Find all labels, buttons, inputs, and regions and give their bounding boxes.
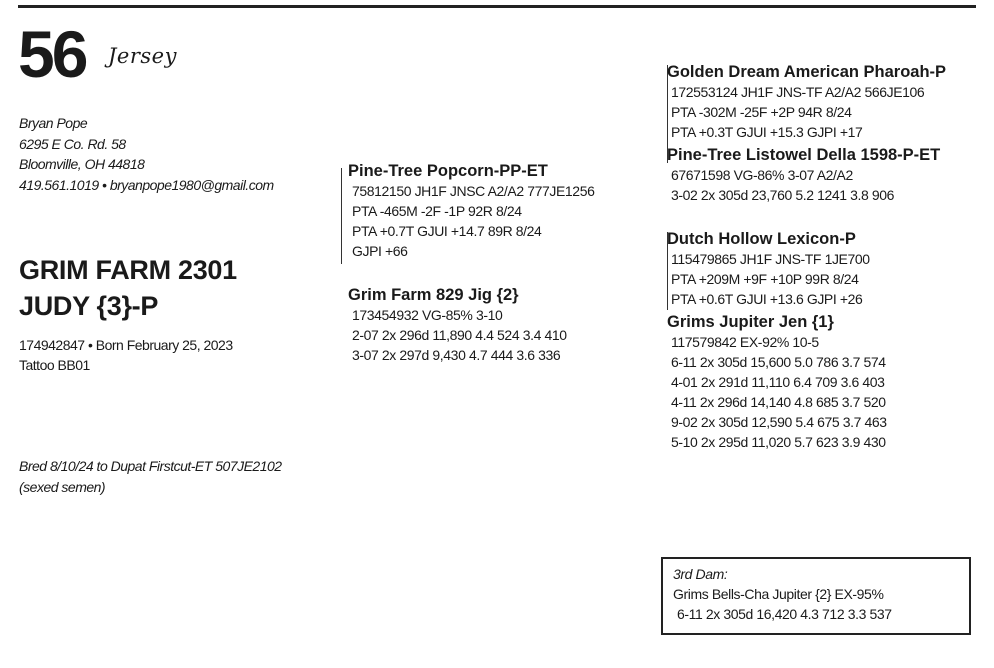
dam-line: 3-07 2x 297d 9,430 4.7 444 3.6 336 <box>352 347 561 363</box>
animal-name <box>19 252 237 324</box>
sire-line: GJPI +66 <box>352 243 408 259</box>
sire-dam-name: Pine-Tree Listowel Della 1598-P-ET <box>667 146 941 164</box>
dam-sire-name: Dutch Hollow Lexicon-P <box>667 230 856 248</box>
consignor-block <box>19 113 274 195</box>
animal-info <box>19 335 233 375</box>
animal-tattoo: Tattoo BB01 <box>19 357 90 373</box>
consignor-contact: 419.561.1019 • bryanpope1980@gmail.com <box>19 176 274 193</box>
lot-number: 56 <box>18 17 86 91</box>
sire-line: PTA +0.7T GJUI +14.7 89R 8/24 <box>352 223 542 239</box>
sire-block <box>348 161 594 261</box>
dam-sire-block <box>667 229 870 309</box>
sire-dam-line: 67671598 VG-86% 3-07 A2/A2 <box>671 167 853 183</box>
third-dam-box <box>661 557 971 635</box>
sire-sire-line: PTA -302M -25F +2P 94R 8/24 <box>671 104 852 120</box>
sire-sire-line: PTA +0.3T GJUI +15.3 GJPI +17 <box>671 124 863 140</box>
sire-dam-line: 3-02 2x 305d 23,760 5.2 1241 3.8 906 <box>671 187 895 203</box>
sire-sire-line: 172553124 JH1F JNS-TF A2/A2 566JE106 <box>671 84 925 100</box>
sire-dam-block <box>667 145 940 205</box>
dam-dam-line: 4-01 2x 291d 11,110 6.4 709 3.6 403 <box>671 374 885 390</box>
dam-name: Grim Farm 829 Jig {2} <box>348 286 519 304</box>
dam-line: 2-07 2x 296d 11,890 4.4 524 3.4 410 <box>352 327 567 343</box>
bred-info <box>19 456 282 497</box>
dam-dam-line: 5-10 2x 295d 11,020 5.7 623 3.9 430 <box>671 434 886 450</box>
bred-line2: (sexed semen) <box>19 478 106 495</box>
third-dam-record: 6-11 2x 305d 16,420 4.3 712 3.3 537 <box>677 606 892 622</box>
dam-sire-line: PTA +209M +9F +10P 99R 8/24 <box>671 271 859 287</box>
dam-block <box>348 285 567 365</box>
bred-line1: Bred 8/10/24 to Dupat Firstcut-ET 507JE2102 <box>19 458 282 474</box>
sire-sire-name: Golden Dream American Pharoah-P <box>667 63 947 81</box>
dam-dam-line: 9-02 2x 305d 12,590 5.4 675 3.7 463 <box>671 414 887 430</box>
top-rule <box>18 5 976 8</box>
third-dam-label: 3rd Dam: <box>673 566 728 582</box>
dam-line: 173454932 VG-85% 3-10 <box>352 307 503 323</box>
sire-sire-block <box>667 62 946 142</box>
dam-sire-line: 115479865 JH1F JNS-TF 1JE700 <box>671 251 870 267</box>
consignor-name: Bryan Pope <box>19 115 88 131</box>
animal-name-line1: GRIM FARM 2301 <box>19 255 237 285</box>
consignor-address2: Bloomville, OH 44818 <box>19 156 145 172</box>
dam-dam-line: 6-11 2x 305d 15,600 5.0 786 3.7 574 <box>671 354 886 370</box>
sire-line: PTA -465M -2F -1P 92R 8/24 <box>352 203 522 219</box>
consignor-address1: 6295 E Co. Rd. 58 <box>19 135 126 152</box>
animal-name-line2: JUDY {3}-P <box>19 291 159 321</box>
dam-dam-block <box>667 312 887 452</box>
third-dam-name: Grims Bells-Cha Jupiter {2} EX-95% <box>673 586 884 602</box>
dam-dam-name: Grims Jupiter Jen {1} <box>667 313 834 331</box>
dam-sire-line: PTA +0.6T GJUI +13.6 GJPI +26 <box>671 291 863 307</box>
dam-dam-line: 4-11 2x 296d 14,140 4.8 685 3.7 520 <box>671 394 886 410</box>
dam-dam-line: 117579842 EX-92% 10-5 <box>671 334 819 350</box>
sire-line: 75812150 JH1F JNSC A2/A2 777JE1256 <box>352 183 595 199</box>
breed-label: Jersey <box>108 44 177 68</box>
sire-bracket <box>341 168 342 264</box>
animal-reg-born: 174942847 • Born February 25, 2023 <box>19 337 233 353</box>
sire-name: Pine-Tree Popcorn-PP-ET <box>348 162 548 180</box>
